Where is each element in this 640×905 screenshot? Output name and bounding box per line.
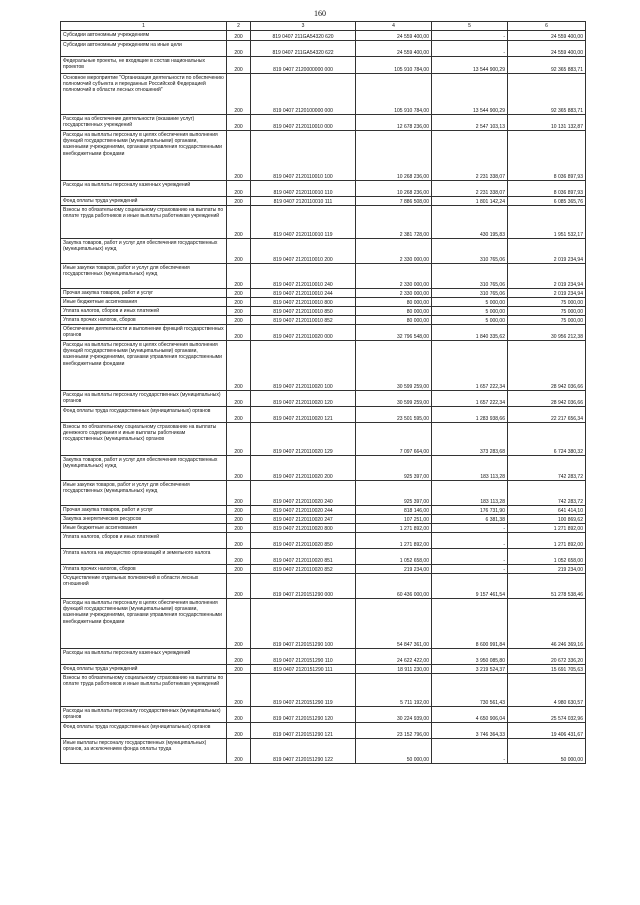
row-remaining-cell: 22 217 656,34 [508,407,586,423]
row-name-cell: Взносы по обязательному социальному страхованию на выплаты по оплате труда работников и иные выплаты работникам учреждений [61,206,227,239]
header-cell-4: 4 [356,22,432,31]
row-code-cell: 200 [227,649,251,665]
row-code-cell: 200 [227,506,251,515]
row-remaining-cell: 28 942 036,66 [508,391,586,407]
table-row [61,456,586,481]
row-code-cell: 200 [227,515,251,524]
row-code-cell: 200 [227,197,251,206]
header-cell-2: 2 [227,22,251,31]
table-row [61,674,586,707]
row-approved-cell: 1 052 658,00 [356,549,432,565]
row-classifier-cell: 819 0407 2120151290 122 [251,739,356,764]
row-approved-cell: 10 268 236,00 [356,131,432,181]
row-name-cell: Федеральные проекты, не входящие в состав национальных проектов [61,57,227,74]
row-approved-cell: 5 711 192,00 [356,674,432,707]
row-remaining-cell: 30 956 212,38 [508,325,586,341]
row-approved-cell: 107 251,00 [356,515,432,524]
table-row [61,325,586,341]
row-code-cell: 200 [227,264,251,289]
row-executed-cell: 5 000,00 [432,307,508,316]
row-approved-cell: 2 330 000,00 [356,239,432,264]
table-row [61,239,586,264]
row-code-cell: 200 [227,115,251,131]
table-row [61,549,586,565]
table-row [61,316,586,325]
table-row [61,341,586,391]
table-row [61,41,586,57]
row-name-cell: Закупка товаров, работ и услуг для обеспечения государственных (муниципальных) нужд [61,239,227,264]
row-executed-cell: - [432,549,508,565]
row-code-cell: 200 [227,707,251,723]
row-classifier-cell: 819 0407 2120151290 100 [251,599,356,649]
row-executed-cell: 183 113,28 [432,456,508,481]
row-remaining-cell: 6 724 380,32 [508,423,586,456]
row-approved-cell: 2 330 000,00 [356,289,432,298]
row-approved-cell: 54 847 361,00 [356,599,432,649]
row-executed-cell: 3 746 364,33 [432,723,508,739]
table-row [61,423,586,456]
table-row [61,574,586,599]
row-executed-cell: 1 657 222,34 [432,341,508,391]
row-classifier-cell: 819 0407 2120151290 110 [251,649,356,665]
row-remaining-cell: 50 000,00 [508,739,586,764]
table-row [61,599,586,649]
row-name-cell: Расходы на выплаты персоналу казенных учреждений [61,649,227,665]
row-remaining-cell: 75 000,00 [508,298,586,307]
row-executed-cell: 3 950 085,80 [432,649,508,665]
row-name-cell: Закупка товаров, работ и услуг для обеспечения государственных (муниципальных) нужд [61,456,227,481]
row-approved-cell: 219 234,00 [356,565,432,574]
row-executed-cell: 13 544 900,29 [432,57,508,74]
row-classifier-cell: 819 0407 2120110020 851 [251,549,356,565]
row-executed-cell: 2 547 103,13 [432,115,508,131]
row-executed-cell: 8 600 991,84 [432,599,508,649]
row-code-cell: 200 [227,739,251,764]
row-code-cell: 200 [227,74,251,115]
header-cell-3: 3 [251,22,356,31]
row-approved-cell: 30 599 259,00 [356,391,432,407]
table-row [61,31,586,41]
row-code-cell: 200 [227,524,251,533]
row-executed-cell: 310 765,06 [432,239,508,264]
row-classifier-cell: 819 0407 211GA54320 620 [251,31,356,41]
row-approved-cell: 925 397,00 [356,456,432,481]
row-remaining-cell: 1 271 892,00 [508,524,586,533]
table-row [61,739,586,764]
table-row [61,407,586,423]
row-executed-cell: - [432,524,508,533]
row-approved-cell: 23 501 595,00 [356,407,432,423]
row-name-cell: Иные закупки товаров, работ и услуг для обеспечения государственных (муниципальных) нужд [61,481,227,506]
row-remaining-cell: 1 271 892,00 [508,533,586,549]
row-remaining-cell: 15 691 705,63 [508,665,586,674]
row-executed-cell: 176 731,90 [432,506,508,515]
row-classifier-cell: 819 0407 2120151290 121 [251,723,356,739]
row-classifier-cell: 819 0407 2120110010 800 [251,298,356,307]
row-remaining-cell: 100 869,62 [508,515,586,524]
row-name-cell: Взносы по обязательному социальному страхованию на выплаты денежного содержания и иные выплаты работникам государственных (муниципальных) органов [61,423,227,456]
row-approved-cell: 12 678 236,00 [356,115,432,131]
row-remaining-cell: 19 406 431,67 [508,723,586,739]
row-remaining-cell: 2 019 234,94 [508,239,586,264]
row-approved-cell: 80 000,00 [356,307,432,316]
header-cell-6: 6 [508,22,586,31]
row-classifier-cell: 819 0407 2120110010 244 [251,289,356,298]
row-executed-cell: - [432,565,508,574]
row-classifier-cell: 819 0407 2120151290 120 [251,707,356,723]
row-code-cell: 200 [227,549,251,565]
row-code-cell: 200 [227,57,251,74]
row-approved-cell: 1 271 892,00 [356,533,432,549]
row-classifier-cell: 819 0407 2120110020 240 [251,481,356,506]
row-remaining-cell: 46 246 369,16 [508,599,586,649]
row-classifier-cell: 819 0407 2120151290 111 [251,665,356,674]
row-approved-cell: 80 000,00 [356,298,432,307]
header-cell-5: 5 [432,22,508,31]
table-row [61,298,586,307]
header-cell-1: 1 [61,22,227,31]
row-name-cell: Субсидии автономным учреждениям [61,31,227,41]
table-row [61,264,586,289]
row-executed-cell: 2 231 338,07 [432,131,508,181]
table-row [61,57,586,74]
row-name-cell: Фонд оплаты труда учреждений [61,197,227,206]
row-name-cell: Расходы на выплаты персоналу государственных (муниципальных) органов [61,707,227,723]
row-classifier-cell: 819 0407 2120110020 129 [251,423,356,456]
row-approved-cell: 105 910 784,00 [356,74,432,115]
row-remaining-cell: 25 574 032,96 [508,707,586,723]
table-row [61,74,586,115]
row-classifier-cell: 819 0407 2120151290 119 [251,674,356,707]
table-row [61,723,586,739]
row-classifier-cell: 819 0407 2120110010 850 [251,307,356,316]
row-approved-cell: 818 146,00 [356,506,432,515]
row-approved-cell: 18 911 230,00 [356,665,432,674]
row-classifier-cell: 819 0407 2120110010 200 [251,239,356,264]
row-code-cell: 200 [227,307,251,316]
row-classifier-cell: 819 0407 2120110010 111 [251,197,356,206]
row-remaining-cell: 8 036 897,93 [508,131,586,181]
row-name-cell: Расходы на выплаты персоналу в целях обеспечения выполнения функций государственными (муниципальными) органами, казенными учреждениями, органами управления государственными внебюджетными фондами [61,599,227,649]
row-classifier-cell: 819 0407 2120100000 000 [251,74,356,115]
row-name-cell: Осуществление отдельных полномочий в области лесных отношений [61,574,227,599]
row-approved-cell: 30 599 259,00 [356,341,432,391]
row-executed-cell: 1 840 335,62 [432,325,508,341]
row-executed-cell: 1 801 142,24 [432,197,508,206]
table-row [61,524,586,533]
row-name-cell: Расходы на выплаты персоналу казенных учреждений [61,181,227,197]
row-remaining-cell: 75 000,00 [508,307,586,316]
row-code-cell: 200 [227,407,251,423]
table-row [61,506,586,515]
row-remaining-cell: 8 036 897,93 [508,181,586,197]
budget-table [60,21,586,764]
table-row [61,707,586,723]
row-executed-cell: 1 657 222,34 [432,391,508,407]
table-row [61,206,586,239]
row-name-cell: Фонд оплаты труда учреждений [61,665,227,674]
row-name-cell: Расходы на выплаты персоналу в целях обеспечения выполнения функций государственными (муниципальными) органами, казенными учреждениями, органами управления государственными внебюджетными фондами [61,341,227,391]
row-classifier-cell: 819 0407 2120110010 110 [251,181,356,197]
table-row [61,181,586,197]
row-classifier-cell: 819 0407 2120110020 000 [251,325,356,341]
row-code-cell: 200 [227,341,251,391]
row-approved-cell: 50 000,00 [356,739,432,764]
row-executed-cell: 183 113,28 [432,481,508,506]
row-code-cell: 200 [227,723,251,739]
row-classifier-cell: 819 0407 2120151290 000 [251,574,356,599]
row-remaining-cell: 28 942 036,66 [508,341,586,391]
table-row [61,131,586,181]
table-row [61,533,586,549]
row-name-cell: Иные закупки товаров, работ и услуг для обеспечения государственных (муниципальных) нужд [61,264,227,289]
row-code-cell: 200 [227,423,251,456]
row-remaining-cell: 1 052 658,00 [508,549,586,565]
row-approved-cell: 60 436 000,00 [356,574,432,599]
row-classifier-cell: 819 0407 2120110020 120 [251,391,356,407]
row-code-cell: 200 [227,298,251,307]
table-row [61,565,586,574]
table-body [61,31,586,764]
row-approved-cell: 2 330 000,00 [356,264,432,289]
row-remaining-cell: 4 980 630,57 [508,674,586,707]
row-name-cell: Уплата прочих налогов, сборов [61,316,227,325]
row-executed-cell: 1 283 938,66 [432,407,508,423]
row-approved-cell: 24 559 400,00 [356,31,432,41]
table-row [61,649,586,665]
row-classifier-cell: 819 0407 2120110020 200 [251,456,356,481]
row-code-cell: 200 [227,206,251,239]
table-row [61,665,586,674]
table-row [61,481,586,506]
row-classifier-cell: 819 0407 2120000000 000 [251,57,356,74]
row-remaining-cell: 10 131 132,87 [508,115,586,131]
row-executed-cell: - [432,31,508,41]
row-approved-cell: 925 397,00 [356,481,432,506]
row-executed-cell: 730 561,43 [432,674,508,707]
row-name-cell: Основное мероприятие "Организация деятельности по обеспечению полномочий субъекта и переданных Российской Федерацией полномочий в области лесных отношений" [61,74,227,115]
row-classifier-cell: 819 0407 2120110010 000 [251,115,356,131]
row-remaining-cell: 742 283,72 [508,481,586,506]
page-number: 160 [314,9,326,18]
row-code-cell: 200 [227,481,251,506]
row-name-cell: Расходы на обеспечение деятельности (оказание услуг) государственных учреждений [61,115,227,131]
row-code-cell: 200 [227,325,251,341]
row-remaining-cell: 2 019 234,94 [508,264,586,289]
row-name-cell: Расходы на выплаты персоналу государственных (муниципальных) органов [61,391,227,407]
row-approved-cell: 24 622 422,00 [356,649,432,665]
row-approved-cell: 7 886 508,00 [356,197,432,206]
row-classifier-cell: 819 0407 2120110010 240 [251,264,356,289]
row-classifier-cell: 819 0407 2120110010 852 [251,316,356,325]
row-executed-cell: 430 195,83 [432,206,508,239]
row-remaining-cell: 6 085 365,76 [508,197,586,206]
row-classifier-cell: 819 0407 2120110020 247 [251,515,356,524]
row-executed-cell: 373 283,68 [432,423,508,456]
row-code-cell: 200 [227,239,251,264]
row-code-cell: 200 [227,391,251,407]
table-header-row [61,22,586,31]
table-row [61,391,586,407]
row-executed-cell: - [432,533,508,549]
row-approved-cell: 23 152 796,00 [356,723,432,739]
row-executed-cell: 3 219 524,37 [432,665,508,674]
row-name-cell: Субсидии автономным учреждениям на иные цели [61,41,227,57]
row-remaining-cell: 2 019 234,94 [508,289,586,298]
row-remaining-cell: 24 559 400,00 [508,41,586,57]
row-name-cell: Закупка энергетических ресурсов [61,515,227,524]
row-code-cell: 200 [227,599,251,649]
row-executed-cell: 310 765,06 [432,264,508,289]
row-code-cell: 200 [227,574,251,599]
row-classifier-cell: 819 0407 2120110020 100 [251,341,356,391]
row-remaining-cell: 20 672 336,20 [508,649,586,665]
row-approved-cell: 32 796 548,00 [356,325,432,341]
row-remaining-cell: 75 000,00 [508,316,586,325]
row-remaining-cell: 219 234,00 [508,565,586,574]
row-name-cell: Уплата налогов, сборов и иных платежей [61,533,227,549]
row-code-cell: 200 [227,316,251,325]
row-approved-cell: 1 271 892,00 [356,524,432,533]
table-row [61,515,586,524]
row-classifier-cell: 819 0407 2120110020 121 [251,407,356,423]
row-executed-cell: 2 231 338,07 [432,181,508,197]
row-name-cell: Расходы на выплаты персоналу в целях обеспечения выполнения функций государственными (муниципальными) органами, казенными учреждениями, органами управления государственными внебюджетными фондами [61,131,227,181]
row-code-cell: 200 [227,665,251,674]
row-name-cell: Иные бюджетные ассигнования [61,524,227,533]
table-row [61,115,586,131]
row-name-cell: Иные выплаты персоналу государственных (муниципальных) органов, за исключением фонда оплаты труда [61,739,227,764]
row-remaining-cell: 51 278 538,46 [508,574,586,599]
row-code-cell: 200 [227,31,251,41]
row-executed-cell: 13 544 900,29 [432,74,508,115]
row-code-cell: 200 [227,674,251,707]
row-name-cell: Уплата налогов, сборов и иных платежей [61,307,227,316]
row-name-cell: Фонд оплаты труда государственных (муниципальных) органов [61,407,227,423]
row-code-cell: 200 [227,533,251,549]
row-approved-cell: 10 268 236,00 [356,181,432,197]
row-classifier-cell: 819 0407 2120110020 852 [251,565,356,574]
row-name-cell: Взносы по обязательному социальному страхованию на выплаты по оплате труда работников и иные выплаты работникам учреждений [61,674,227,707]
row-executed-cell: - [432,41,508,57]
row-code-cell: 200 [227,565,251,574]
row-code-cell: 200 [227,131,251,181]
row-approved-cell: 24 559 400,00 [356,41,432,57]
row-approved-cell: 2 381 728,00 [356,206,432,239]
table-row [61,307,586,316]
row-remaining-cell: 641 414,10 [508,506,586,515]
row-name-cell: Уплата прочих налогов, сборов [61,565,227,574]
row-classifier-cell: 819 0407 2120110020 800 [251,524,356,533]
row-name-cell: Прочая закупка товаров, работ и услуг [61,289,227,298]
row-executed-cell: 6 381,38 [432,515,508,524]
row-name-cell: Прочая закупка товаров, работ и услуг [61,506,227,515]
row-code-cell: 200 [227,289,251,298]
row-executed-cell: 310 765,06 [432,289,508,298]
row-name-cell: Уплата налога на имущество организаций и земельного налога [61,549,227,565]
row-classifier-cell: 819 0407 2120110010 100 [251,131,356,181]
row-code-cell: 200 [227,456,251,481]
row-approved-cell: 105 910 784,00 [356,57,432,74]
row-classifier-cell: 819 0407 2120110020 244 [251,506,356,515]
row-approved-cell: 7 097 664,00 [356,423,432,456]
row-approved-cell: 30 224 939,00 [356,707,432,723]
row-name-cell: Иные бюджетные ассигнования [61,298,227,307]
row-remaining-cell: 24 559 400,00 [508,31,586,41]
row-executed-cell: 5 000,00 [432,316,508,325]
row-executed-cell: 9 157 461,54 [432,574,508,599]
row-code-cell: 200 [227,181,251,197]
row-classifier-cell: 819 0407 2120110010 119 [251,206,356,239]
row-executed-cell: 5 000,00 [432,298,508,307]
row-name-cell: Фонд оплаты труда государственных (муниципальных) органов [61,723,227,739]
table-row [61,289,586,298]
row-executed-cell: - [432,739,508,764]
row-remaining-cell: 92 365 883,71 [508,57,586,74]
row-remaining-cell: 92 365 883,71 [508,74,586,115]
row-classifier-cell: 819 0407 211GA54320 622 [251,41,356,57]
row-name-cell: Обеспечение деятельности и выполнение функций государственных органов [61,325,227,341]
row-remaining-cell: 1 951 532,17 [508,206,586,239]
row-executed-cell: 4 650 906,04 [432,707,508,723]
row-classifier-cell: 819 0407 2120110020 850 [251,533,356,549]
table-row [61,197,586,206]
row-remaining-cell: 742 283,72 [508,456,586,481]
row-approved-cell: 80 000,00 [356,316,432,325]
row-code-cell: 200 [227,41,251,57]
